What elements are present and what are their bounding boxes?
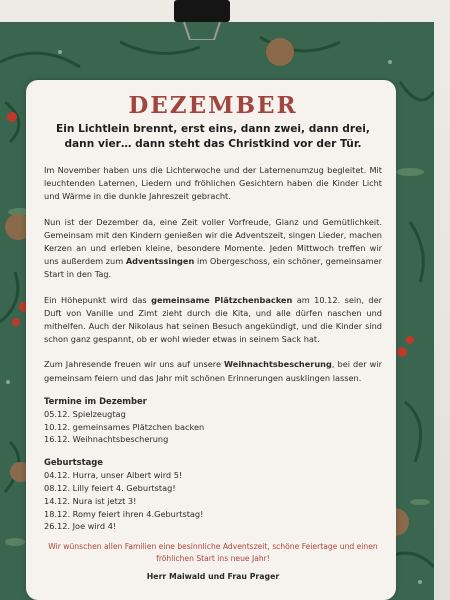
paragraph-baking: Ein Höhepunkt wird das gemeinsame Plätzchenbacken am 10.12. sein, der Duft von Vanille und Zimt zieht durch die Kita, und alle dürfen naschen und mithelfen. Auch der Nikolaus hat seinen Besuch angekündigt, und die Kinder sind schon ganz gespannt, ob er wohl wieder etwas in seinem Sack hat. bbox=[44, 294, 382, 345]
binder-clip-icon bbox=[172, 0, 232, 40]
poster-frame bbox=[0, 22, 434, 600]
list-item: 18.12. Romy feiert ihren 4.Geburtstag! bbox=[44, 508, 204, 519]
paragraph-year-end: Zum Jahresende freuen wir uns auf unsere Weihnachtsbescherung, bei der wir gemeinsam feiern und das Jahr mit schönen Erinnerungen ausklingen lassen. bbox=[44, 359, 383, 383]
birthdays-heading: Geburtstage bbox=[44, 457, 103, 468]
closing-wishes: Wir wünschen allen Familien eine besinnliche Adventszeit, schöne Feiertage und einen fröhlichen Start ins neue Jahr! bbox=[48, 542, 378, 564]
paragraph-november: Im November haben uns die Lichterwoche und der Laternenumzug begleitet. Mit leuchtenden Laternen, Liedern und fröhlichen Gesichtern haben die Kinder Licht und Wärme in die dunkle Jahreszeit gebracht. bbox=[44, 165, 382, 202]
lead-text: Ein Lichtlein brennt, erst eins, dann zwei, dann drei, dann vier… dann steht das Christkind vor der Tür. bbox=[56, 123, 370, 150]
list-item: 05.12. Spielzeugtag bbox=[44, 408, 126, 419]
paragraph-december: Nun ist der Dezember da, eine Zeit voller Vorfreude, Glanz und Gemütlichkeit. Gemeinsam mit den Kindern genießen wir die Adventszeit, singen Lieder, machen Kerzen an und erleben kleine, besondere Momente. Jeden Mittwoch treffen wir uns außerdem zum Adventssingen im Obergeschoss, ein schöner, gemeinsamer Start in den Tag. bbox=[44, 216, 382, 280]
termine-heading: Termine im Dezember bbox=[44, 395, 147, 406]
list-item: 16.12. Weihnachtsbescherung bbox=[44, 434, 169, 445]
list-item: 10.12. gemeinsames Plätzchen backen bbox=[44, 421, 205, 432]
list-item: 04.12. Hurra, unser Albert wird 5! bbox=[44, 470, 183, 481]
list-item: 26.12. Joe wird 4! bbox=[44, 521, 117, 532]
list-item: 08.12. Lilly feiert 4. Geburtstag! bbox=[44, 483, 176, 494]
list-item: 14.12. Nura ist jetzt 3! bbox=[44, 495, 137, 506]
page-title: DEZEMBER bbox=[128, 92, 298, 119]
termine-list bbox=[44, 408, 382, 446]
letter-sheet bbox=[26, 80, 396, 600]
birthdays-list bbox=[44, 469, 382, 533]
signature: Herr Maiwald und Frau Prager bbox=[146, 572, 280, 582]
